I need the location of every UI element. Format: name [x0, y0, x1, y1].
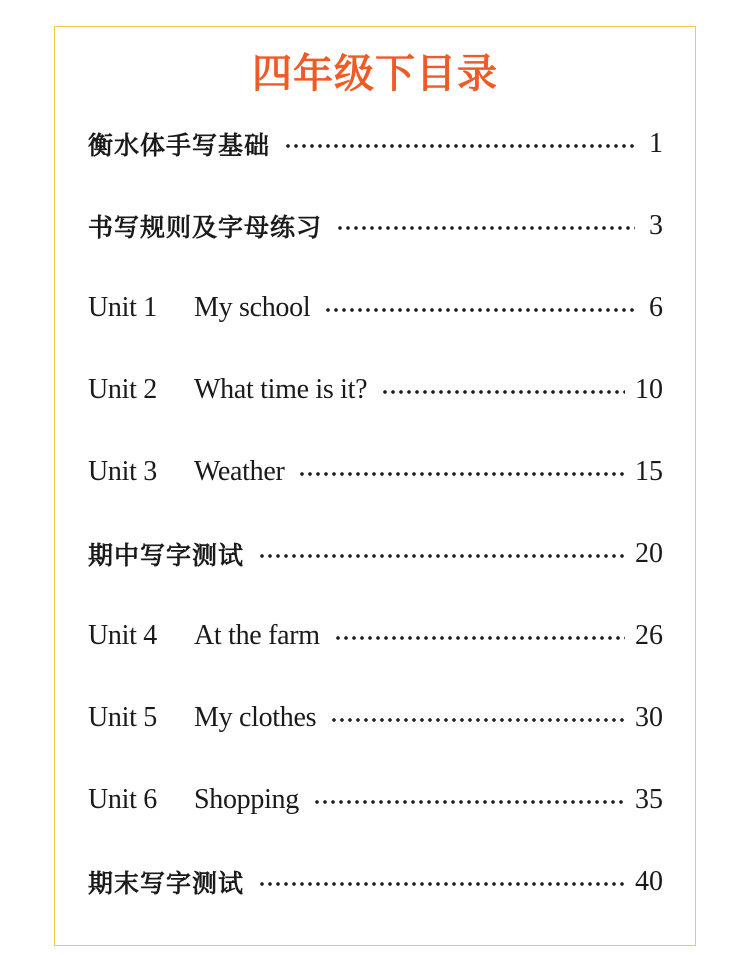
toc-entry[interactable]	[88, 522, 663, 586]
toc-entry[interactable]	[88, 604, 663, 668]
toc-unit-number: Unit 3	[88, 456, 157, 487]
toc-page-number: 40	[635, 866, 663, 897]
toc-entry[interactable]	[88, 440, 663, 504]
toc-entry-title: 期中写字测试	[88, 541, 245, 570]
toc-entry[interactable]	[88, 112, 663, 176]
toc-unit-number: Unit 1	[88, 292, 157, 323]
toc-entry[interactable]	[88, 850, 663, 914]
dot-leader	[381, 389, 625, 395]
toc-page-number: 26	[635, 620, 663, 651]
dot-leader	[313, 799, 625, 805]
toc-unit-number: Unit 6	[88, 784, 157, 815]
toc-entry-title: Shopping	[194, 784, 299, 815]
toc-page-number: 20	[635, 538, 663, 569]
toc-entry-title: Weather	[194, 456, 285, 487]
toc-page-number: 35	[635, 784, 663, 815]
toc-entry-title: My clothes	[194, 702, 317, 733]
toc-entry-title: 书写规则及字母练习	[88, 213, 323, 242]
toc-entry-title: 期末写字测试	[88, 869, 245, 898]
toc-entry-title: At the farm	[194, 620, 320, 651]
dot-leader	[336, 225, 635, 231]
toc-entry-title: My school	[194, 292, 311, 323]
toc-page-number: 15	[635, 456, 663, 487]
toc-entry[interactable]	[88, 276, 663, 340]
toc-entry[interactable]	[88, 358, 663, 422]
dot-leader	[298, 471, 625, 477]
toc-entry[interactable]	[88, 686, 663, 750]
dot-leader	[334, 635, 625, 641]
toc-unit-number: Unit 2	[88, 374, 157, 405]
toc-entry[interactable]	[88, 194, 663, 258]
toc-page-number: 1	[649, 128, 663, 159]
toc-page-number: 3	[649, 210, 663, 241]
toc-page-number: 30	[635, 702, 663, 733]
toc-entry-title: 衡水体手写基础	[88, 131, 271, 160]
dot-leader	[258, 881, 625, 887]
dot-leader	[258, 553, 625, 559]
dot-leader	[330, 717, 625, 723]
toc-page-number: 10	[635, 374, 663, 405]
page-title: 四年级下目录	[252, 51, 498, 97]
toc-page-number: 6	[649, 292, 663, 323]
dot-leader	[324, 307, 635, 313]
toc-entry-title: What time is it?	[194, 374, 368, 405]
dot-leader	[284, 143, 635, 149]
toc-unit-number: Unit 4	[88, 620, 157, 651]
toc-unit-number: Unit 5	[88, 702, 157, 733]
toc-entry[interactable]	[88, 768, 663, 832]
